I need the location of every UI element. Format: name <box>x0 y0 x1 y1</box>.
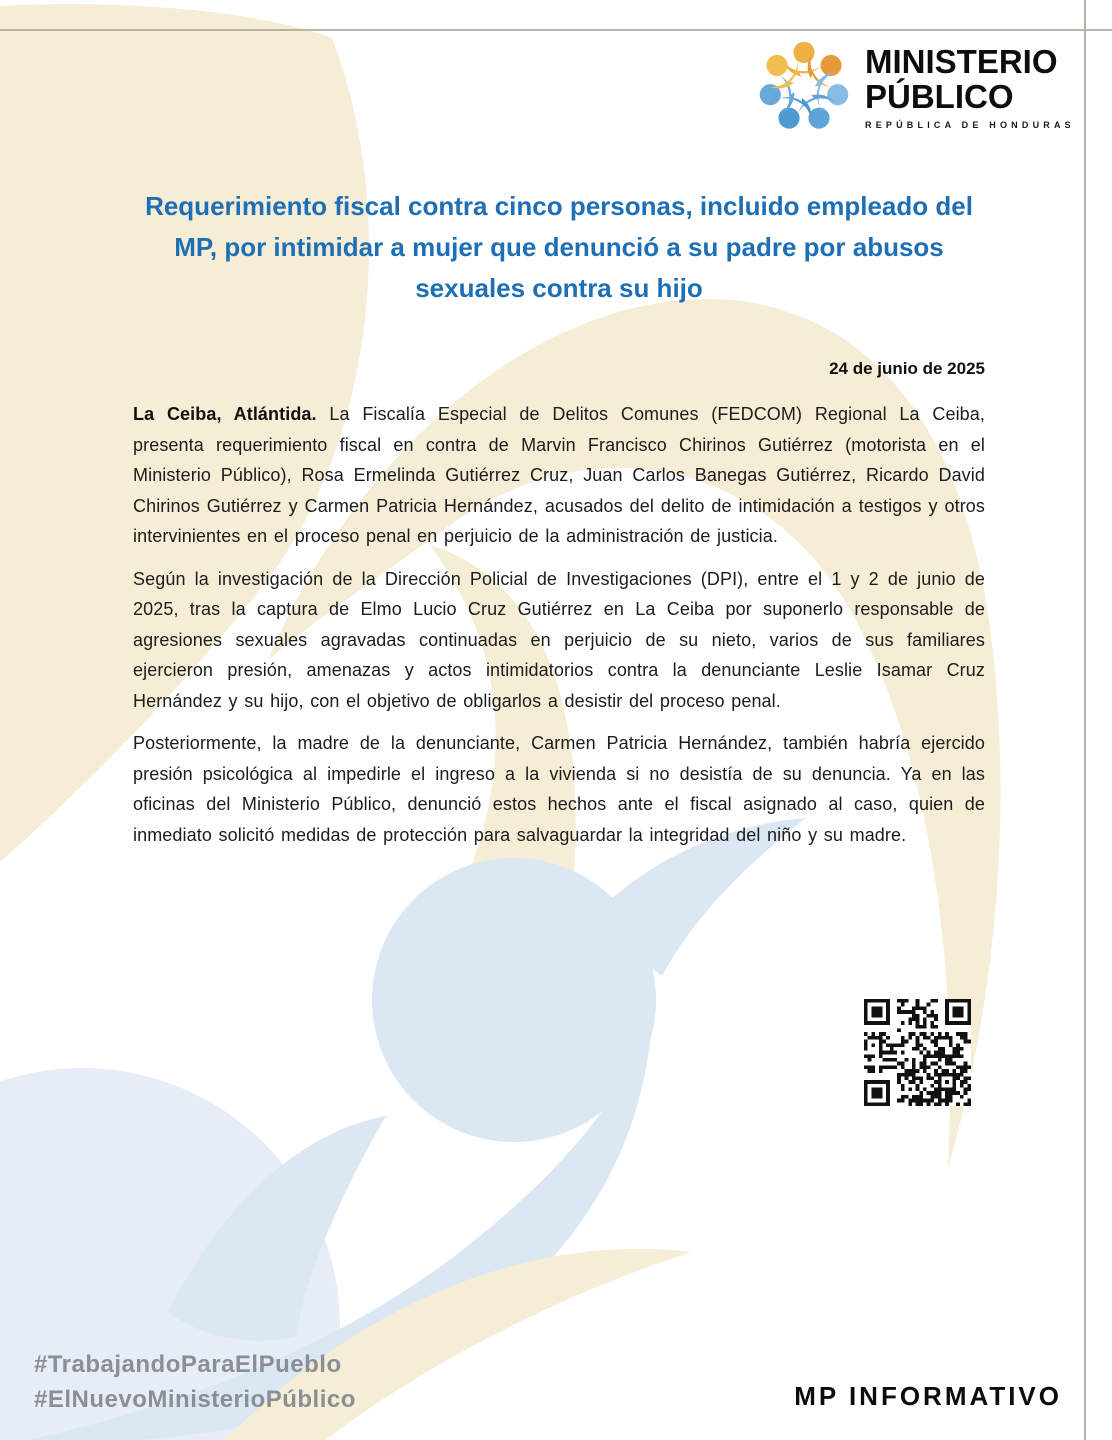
hashtag-nuevo-mp: #ElNuevoMinisterioPúblico <box>34 1386 356 1413</box>
paragraph-2 <box>133 564 985 717</box>
logo-title-line1: MINISTERIO <box>865 43 1058 80</box>
date-line: 24 de junio de 2025 <box>829 359 985 378</box>
logo-subtitle: REPÚBLICA DE HONDURAS <box>865 120 1075 130</box>
footer-hashtags <box>34 1347 356 1417</box>
qr-code <box>864 999 971 1106</box>
paragraph-2-text: Según la investigación de la Dirección Policial de Investigaciones (DPI), entre el 1 y 2 de junio de 2025, tras la captura de Elmo Lucio Cruz Gutiérrez en La Ceiba por suponerlo responsable de agresiones sexuales agravadas continuadas en perjuicio de su nieto, varios de sus familiares ejercieron presión, amenazas y actos intimidatorios contra la denunciante Leslie Isamar Cruz Hernández y su hijo, con el objetivo de obligarlos a desistir del proceso penal. <box>133 568 985 711</box>
paragraph-3-text: Posteriormente, la madre de la denunciante, Carmen Patricia Hernández, también habría ejercido presión psicológica al impedirle el ingreso a la vivienda si no desistía de su denuncia. Ya en las oficinas del Ministerio Público, denunció estos hechos ante el fiscal asignado al caso, quien de inmediato solicitó medidas de protección para salvaguardar la integridad del niño y su madre. <box>133 733 985 845</box>
logo-title-line2: PÚBLICO <box>865 78 1014 115</box>
document-body <box>133 0 985 850</box>
paragraph-1 <box>133 399 985 552</box>
right-vertical-rule <box>1084 0 1086 1440</box>
paragraph-1-lead: La Ceiba, Atlántida. <box>133 404 317 424</box>
paragraph-1-text: La Fiscalía Especial de Delitos Comunes (FEDCOM) Regional La Ceiba, presenta requerimiento fiscal en contra de Marvin Francisco Chirinos Gutiérrez (motorista en el Ministerio Público), Rosa Ermelinda Gutiérrez Cruz, Juan Carlos Banegas Gutiérrez, Ricardo David Chirinos Gutiérrez y Carmen Patricia Hernández, acusados del delito de intimidación a testigos y otros intervinientes en el proceso penal en perjuicio de la administración de justicia. <box>133 404 985 546</box>
paragraph-3 <box>133 728 985 850</box>
hashtag-trabajando: #TrabajandoParaElPueblo <box>34 1351 342 1378</box>
mp-informativo-brand: MP INFORMATIVO <box>794 1381 1062 1411</box>
page-title: Requerimiento fiscal contra cinco personas, incluido empleado del MP, por intimidar a mujer que denunció a su padre por abusos sexuales contra su hijo <box>145 191 973 303</box>
